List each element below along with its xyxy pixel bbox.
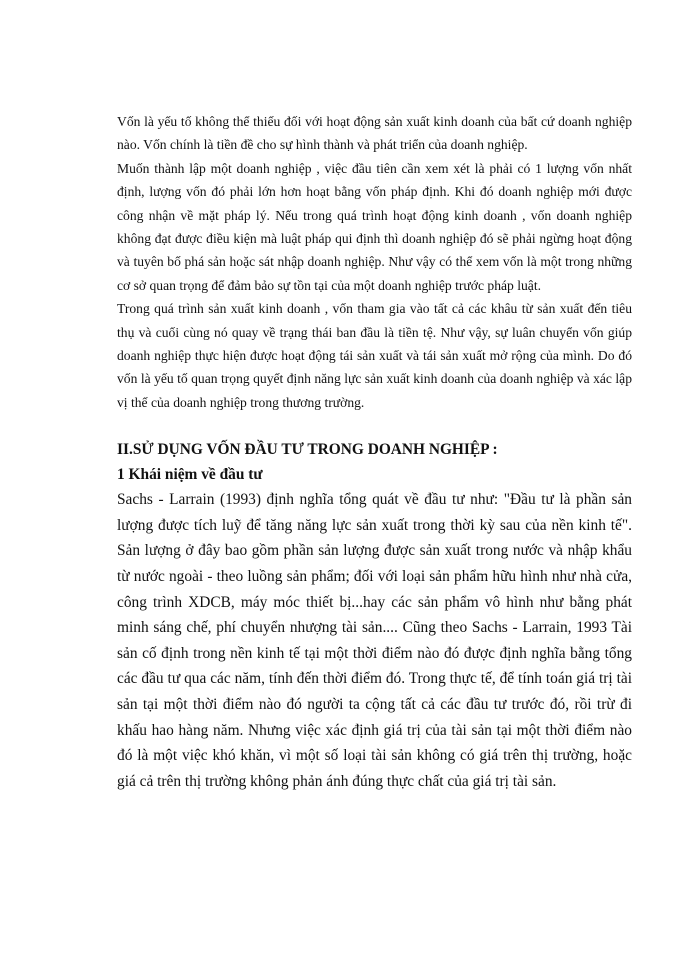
section-gap (117, 414, 632, 437)
paragraph-legal-capital: Muốn thành lập một doanh nghiệp , việc đầu tiên cần xem xét là phải có 1 lượng vốn nhất định, lượng vốn đó phải lớn hơn hoạt bằng vốn pháp định. Khi đó doanh nghiệp mới được công nhận về mặt pháp lý. Nếu trong quá trình hoạt động kinh doanh , vốn doanh nghiệp không đạt được điều kiện mà luật pháp qui định thì doanh nghiệp đó sẽ phải ngừng hoạt động và tuyên bố phá sản hoặc sát nhập doanh nghiệp. Như vậy có thể xem vốn là một trong những cơ sở quan trọng để đảm bảo sự tồn tại của một doanh nghiệp trước pháp luật. (117, 160, 632, 293)
paragraph-capital-circulation: Trong quá trình sản xuất kinh doanh , vốn tham gia vào tất cả các khâu từ sản xuất đến tiêu thụ và cuối cùng nó quay về trạng thái ban đầu là tiền tệ. Như vậy, sự luân chuyển vốn giúp doanh nghiệp thực hiện được hoạt động tái sản xuất và tái sản xuất mở rộng của mình. Do đó vốn là yếu tố quan trọng quyết định năng lực sản xuất kinh doanh của doanh nghiệp và xác lập vị thế của doanh nghiệp trong thương trường. (117, 301, 632, 410)
paragraph-investment-definition: Sachs - Larrain (1993) định nghĩa tổng quát về đầu tư như: "Đầu tư là phần sản lượng được tích luỹ để tăng năng lực sản xuất trong thời kỳ sau của nền kinh tế". Sản lượng ở đây bao gồm phần sản lượng được sản xuất trong nước và nhập khẩu từ nước ngoài - theo luồng sản phẩm; đối với loại sản phẩm hữu hình như nhà cửa, công trình XDCB, máy móc thiết bị...hay các sản phẩm vô hình như bằng phát minh sáng chế, phí chuyển nhượng tài sản.... Cũng theo Sachs - Larrain, 1993 Tài sản cố định trong nền kinh tế tại một thời điểm nào đó được định nghĩa bằng tổng các đầu tư qua các năm, tính đến thời điểm đó. Trong thực tế, để tính toán giá trị tài sản tại một thời điểm nào đó người ta cộng tất cả các đầu tư trước đó, rồi trừ đi khấu hao hàng năm. Nhưng việc xác định giá trị của tài sản tại một thời điểm nào đó là một việc khó khăn, vì một số loại tài sản không có giá trên thị trường, hoặc giá cả trên thị trường không phản ánh đúng thực chất của giá trị tài sản. (117, 491, 632, 790)
section-heading: II.SỬ DỤNG VỐN ĐẦU TƯ TRONG DOANH NGHIỆP : (117, 441, 498, 459)
page-content (117, 110, 632, 794)
subsection-heading: 1 Khái niệm về đầu tư (117, 466, 263, 484)
paragraph-capital-role: Vốn là yếu tố không thể thiếu đối với hoạt động sản xuất kinh doanh của bất cứ doanh nghiệp nào. Vốn chính là tiền đề cho sự hình thành và phát triển của doanh nghiệp. (117, 114, 632, 153)
